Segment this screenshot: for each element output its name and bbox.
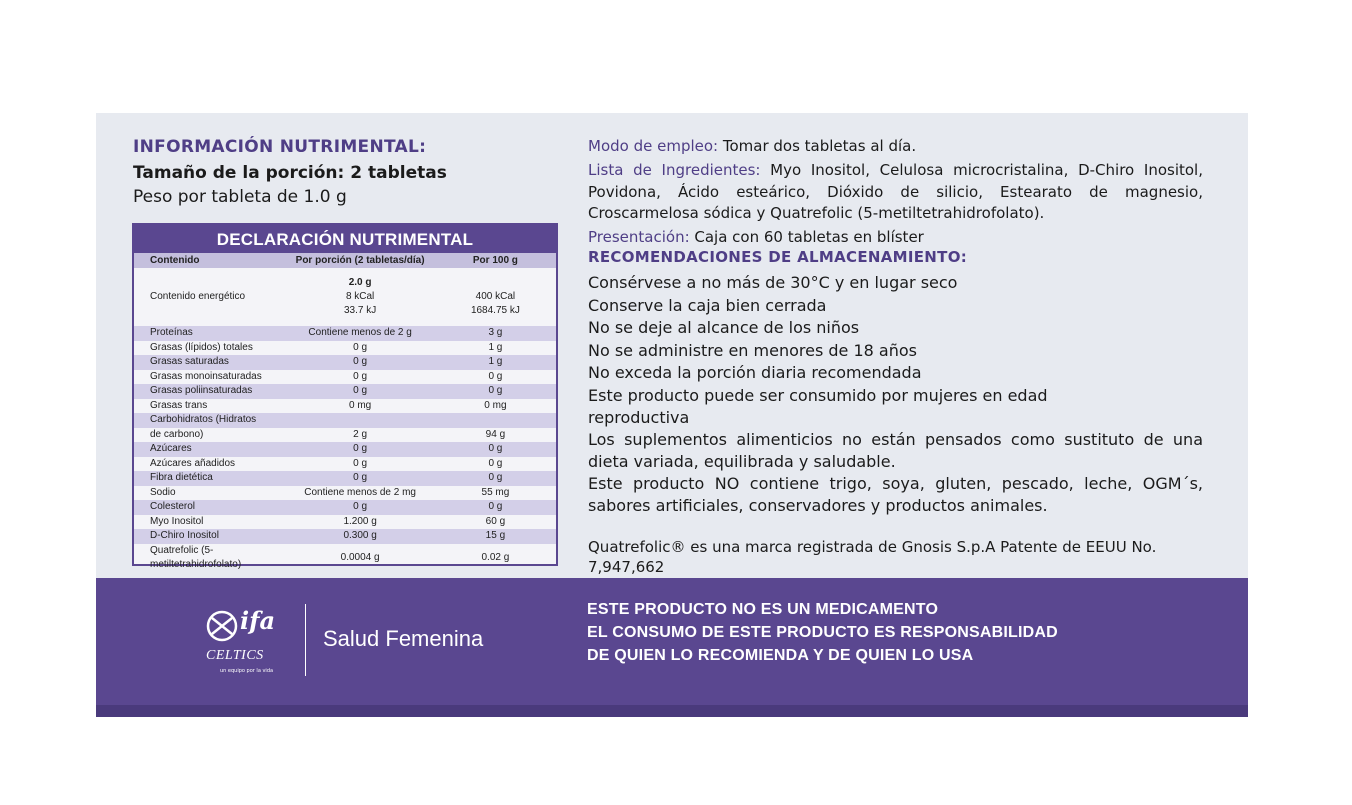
per-100g-value: 0 g <box>435 500 556 515</box>
per-serving-value: 0 g <box>285 471 434 486</box>
nutrient-name: Myo Inositol <box>150 515 204 527</box>
per-100g-value: 1 g <box>435 355 556 370</box>
storage-item: No exceda la porción diaria recomendada <box>588 363 922 382</box>
nutrition-table-heading: DECLARACIÓN NUTRIMENTAL <box>134 225 556 253</box>
nutrition-table-grid <box>134 253 556 573</box>
per-100g-value: 0 g <box>488 370 503 382</box>
table-row <box>134 544 556 573</box>
nutrient-name: Fibra dietética <box>134 471 285 486</box>
warning-line: DE QUIEN LO RECOMIENDA Y DE QUIEN LO USA <box>587 647 974 664</box>
nutrient-name: Azúcares añadidos <box>150 457 236 469</box>
nutrient-name: Proteínas <box>134 326 285 341</box>
per-serving-value: 1.200 g <box>343 515 377 527</box>
per-100g-value: 55 mg <box>481 486 510 498</box>
per-100g-value: 3 g <box>435 326 556 341</box>
per-serving-value: 0 g <box>353 457 368 469</box>
per-serving-value: 0 mg <box>349 399 372 411</box>
table-row <box>134 457 556 472</box>
logo-mark: ifa <box>240 606 275 635</box>
nutrient-name: de carbono) <box>150 428 204 440</box>
energy-serving-cell <box>285 268 434 326</box>
column-header: Por porción (2 tabletas/día) <box>285 253 434 268</box>
per-serving-value: Contiene menos de 2 g <box>285 326 434 341</box>
table-row <box>134 428 556 443</box>
usage-label: Modo de empleo: <box>588 137 719 155</box>
allergen-statement: Este producto NO contiene trigo, soya, gluten, pescado, leche, OGM´s, sabores artificiales, conservadores y productos animales. <box>588 474 1203 515</box>
trademark-line: Quatrefolic® es una marca registrada de Gnosis S.p.A Patente de EEUU No. <box>588 538 1157 556</box>
per-serving-value <box>285 413 434 428</box>
storage-item: Consérvese a no más de 30°C y en lugar seco <box>588 273 958 292</box>
energy-serving-kj: 33.7 kJ <box>344 305 377 316</box>
per-100g-value: 0 g <box>435 471 556 486</box>
supplement-disclaimer: Los suplementos alimenticios no están pensados como sustituto de una dieta variada, equilibrada y saludable. <box>588 430 1203 471</box>
per-serving-value: 0.300 g <box>285 529 434 544</box>
per-serving-value: Contiene menos de 2 mg <box>304 486 416 498</box>
column-header: Por 100 g <box>435 253 556 268</box>
per-100g-value: 0 g <box>435 442 556 457</box>
table-row <box>134 442 556 457</box>
table-row <box>134 355 556 370</box>
footer-divider <box>305 604 306 676</box>
nutrient-name: Grasas (lípidos) totales <box>150 341 253 353</box>
ingredients-label: Lista de Ingredientes: <box>588 161 761 179</box>
usage-instructions: Tomar dos tabletas al día. <box>718 137 917 155</box>
presentation-value: Caja con 60 tabletas en blíster <box>689 228 924 246</box>
trademark-notice <box>588 537 1203 577</box>
ingredients-list: Myo Inositol, Celulosa microcristalina, D-Chiro Inositol, Povidona, Ácido esteárico, Dióxido de silicio, Estearato de magnesio, Croscarmelosa sódica y Quatrefolic (5-metiltetrahidrofolato). <box>588 161 1203 222</box>
table-row <box>134 341 556 356</box>
knot-icon <box>204 608 240 644</box>
nutrient-name: Colesterol <box>134 500 285 515</box>
logo-name: CELTICS <box>206 648 264 663</box>
per-100g-value <box>435 413 556 428</box>
per-100g-value: 0.02 g <box>481 551 510 563</box>
table-row <box>134 384 556 399</box>
energy-serving-kcal: 8 kCal <box>345 291 375 302</box>
logo-slogan: un equipo por la vida <box>220 668 274 674</box>
presentation-label: Presentación: <box>588 228 690 246</box>
ingredients-text <box>588 160 1203 225</box>
table-row <box>134 529 556 544</box>
storage-item: No se administre en menores de 18 años <box>588 340 917 360</box>
per-100g-value: 0 mg <box>484 399 507 411</box>
patent-number: 7,947,662 <box>588 558 665 576</box>
footer-band-edge <box>96 705 1248 717</box>
nutrient-name: Quatrefolic (5-metiltetrahidrofolato) <box>150 544 242 570</box>
per-100g-value: 15 g <box>435 529 556 544</box>
per-serving-value: 0 g <box>353 341 368 353</box>
nutrient-name: D-Chiro Inositol <box>134 529 285 544</box>
per-100g-value: 1 g <box>488 341 503 353</box>
table-row <box>134 399 556 414</box>
nutrient-name: Grasas saturadas <box>134 355 285 370</box>
presentation-text <box>588 228 1203 246</box>
per-serving-value: 0 g <box>285 442 434 457</box>
energy-label: Contenido energético <box>150 291 246 302</box>
table-header-row <box>134 253 556 268</box>
women-line: reproductiva <box>588 408 690 427</box>
table-row <box>134 486 556 501</box>
table-row <box>134 326 556 341</box>
storage-list <box>588 272 1203 430</box>
warning-line: ESTE PRODUCTO NO ES UN MEDICAMENTO <box>587 601 939 618</box>
tablet-weight: Peso por tableta de 1.0 g <box>133 187 347 207</box>
warning-line: EL CONSUMO DE ESTE PRODUCTO ES RESPONSABILIDAD <box>587 624 1058 641</box>
column-header: Contenido <box>134 253 285 268</box>
nutrient-name: Grasas monoinsaturadas <box>150 370 262 382</box>
per-100g-value: 0 g <box>435 384 556 399</box>
nutrition-table <box>132 223 558 570</box>
per-serving-value: 0 g <box>285 355 434 370</box>
storage-item: No se deje al alcance de los niños <box>588 318 860 337</box>
per-serving-value: 0 g <box>353 370 368 382</box>
table-row <box>134 500 556 515</box>
per-serving-value: 0 g <box>285 384 434 399</box>
table-row <box>134 515 556 530</box>
per-serving-value: 0 g <box>285 500 434 515</box>
product-line-name: Salud Femenina <box>323 626 484 651</box>
nutrient-name: Sodio <box>150 486 176 498</box>
per-100g-value: 60 g <box>485 515 506 527</box>
nutrient-name: Grasas trans <box>150 399 208 411</box>
nutrient-name: Grasas poliinsaturadas <box>134 384 285 399</box>
table-row <box>134 370 556 385</box>
energy-serving-weight: 2.0 g <box>348 277 372 288</box>
per-100g-value: 94 g <box>485 428 506 440</box>
nutrient-name: Azúcares <box>134 442 285 457</box>
women-line: Este producto puede ser consumido por mujeres en edad <box>588 385 1048 405</box>
nutrition-info-title: INFORMACIÓN NUTRIMENTAL: <box>133 137 427 157</box>
table-row <box>134 413 556 428</box>
table-row <box>134 471 556 486</box>
per-100g-value: 0 g <box>488 457 503 469</box>
energy-100-cell <box>435 268 556 326</box>
energy-100-kcal: 400 kCal <box>475 291 516 302</box>
per-serving-value: 0.0004 g <box>340 551 380 563</box>
storage-item: Conserve la caja bien cerrada <box>588 295 827 315</box>
usage-text <box>588 137 1203 155</box>
per-serving-value: 2 g <box>353 428 368 440</box>
nutrient-name: Carbohidratos (Hidratos <box>134 413 285 428</box>
energy-100-kj: 1684.75 kJ <box>470 305 520 316</box>
serving-size: Tamaño de la porción: 2 tabletas <box>133 163 447 183</box>
storage-title: RECOMENDACIONES DE ALMACENAMIENTO: <box>588 248 968 266</box>
table-row-energy <box>134 268 556 326</box>
